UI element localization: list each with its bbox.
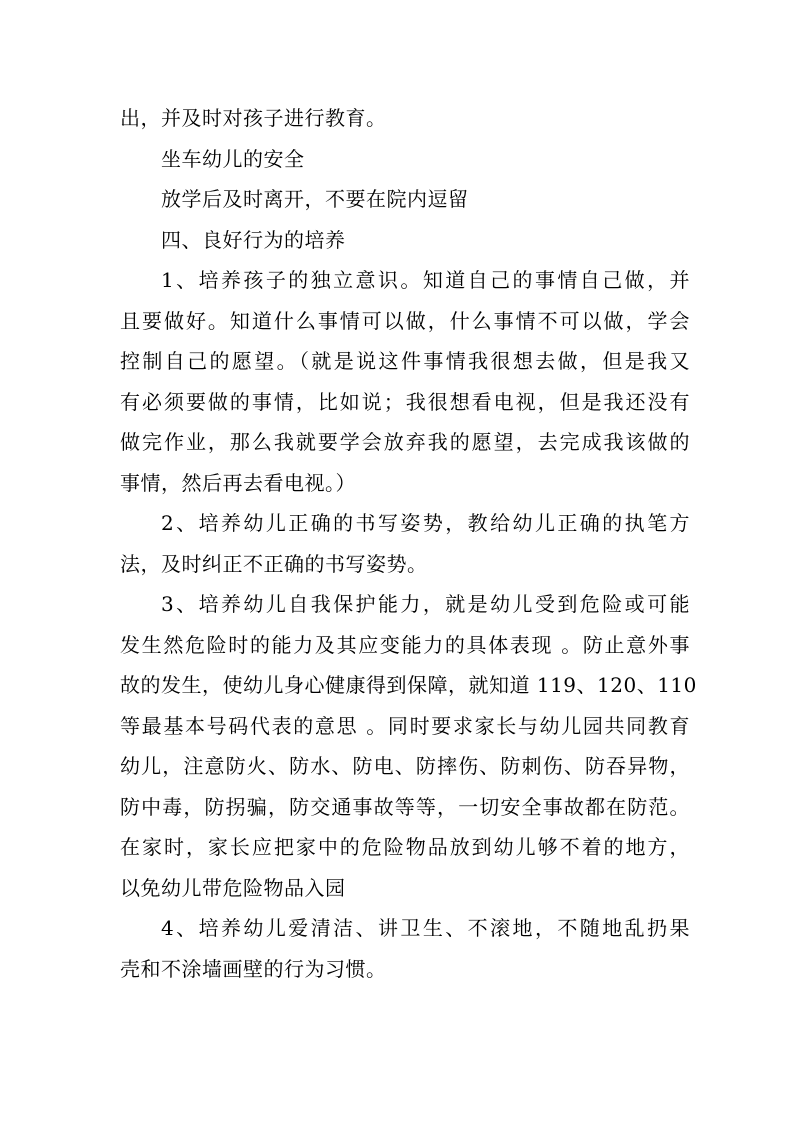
text-line: 做完作业，那么我就要学会放弃我的愿望，去完成我该做的 [120, 430, 690, 454]
text-line: 事情，然后再去看电视。） [120, 470, 356, 495]
text-line: 法，及时纠正不正确的书写姿势。 [120, 551, 428, 576]
section-heading: 四、良好行为的培养 [161, 227, 346, 252]
text-line: 发生然危险时的能力及其应变能力的具体表现 。防止意外事 [120, 632, 690, 657]
text-line: 在家时，家长应把家中的危险物品放到幼儿够不着的地方， [120, 835, 690, 859]
text-line: 2、培养幼儿正确的书写姿势，教给幼儿正确的执笔方 [161, 511, 690, 535]
text-line: 出，并及时对孩子进行教育。 [120, 106, 387, 130]
text-line: 1、培养孩子的独立意识。知道自己的事情自己做，并 [161, 268, 690, 292]
text-line: 4、培养幼儿爱清洁、讲卫生、不滚地，不随地乱扔果 [161, 916, 690, 940]
text-line: 以免幼儿带危险物品入园 [120, 875, 346, 900]
text-line: 防中毒，防拐骗，防交通事故等等，一切安全事故都在防范。 [120, 794, 690, 819]
text-line: 坐车幼儿的安全 [161, 146, 305, 171]
document-page [120, 98, 697, 989]
text-line: 放学后及时离开，不要在院内逗留 [161, 187, 469, 211]
text-line: 且要做好。知道什么事情可以做，什么事情不可以做，学会 [120, 308, 690, 333]
text-line: 3、培养幼儿自我保护能力，就是幼儿受到危险或可能 [161, 592, 690, 616]
text-line: 等最基本号码代表的意思 。同时要求家长与幼儿园共同教育 [120, 713, 690, 738]
text-line: 壳和不涂墙画壁的行为习惯。 [120, 956, 387, 981]
text-line: 故的发生，使幼儿身心健康得到保障，就知道 119、120、110 [120, 673, 697, 697]
text-line: 有必须要做的事情，比如说；我很想看电视，但是我还没有 [120, 389, 690, 414]
text-line: 控制自己的愿望。（就是说这件事情我很想去做，但是我又 [120, 349, 690, 373]
text-line: 幼儿，注意防火、防水、防电、防摔伤、防刺伤、防吞异物， [120, 754, 690, 778]
